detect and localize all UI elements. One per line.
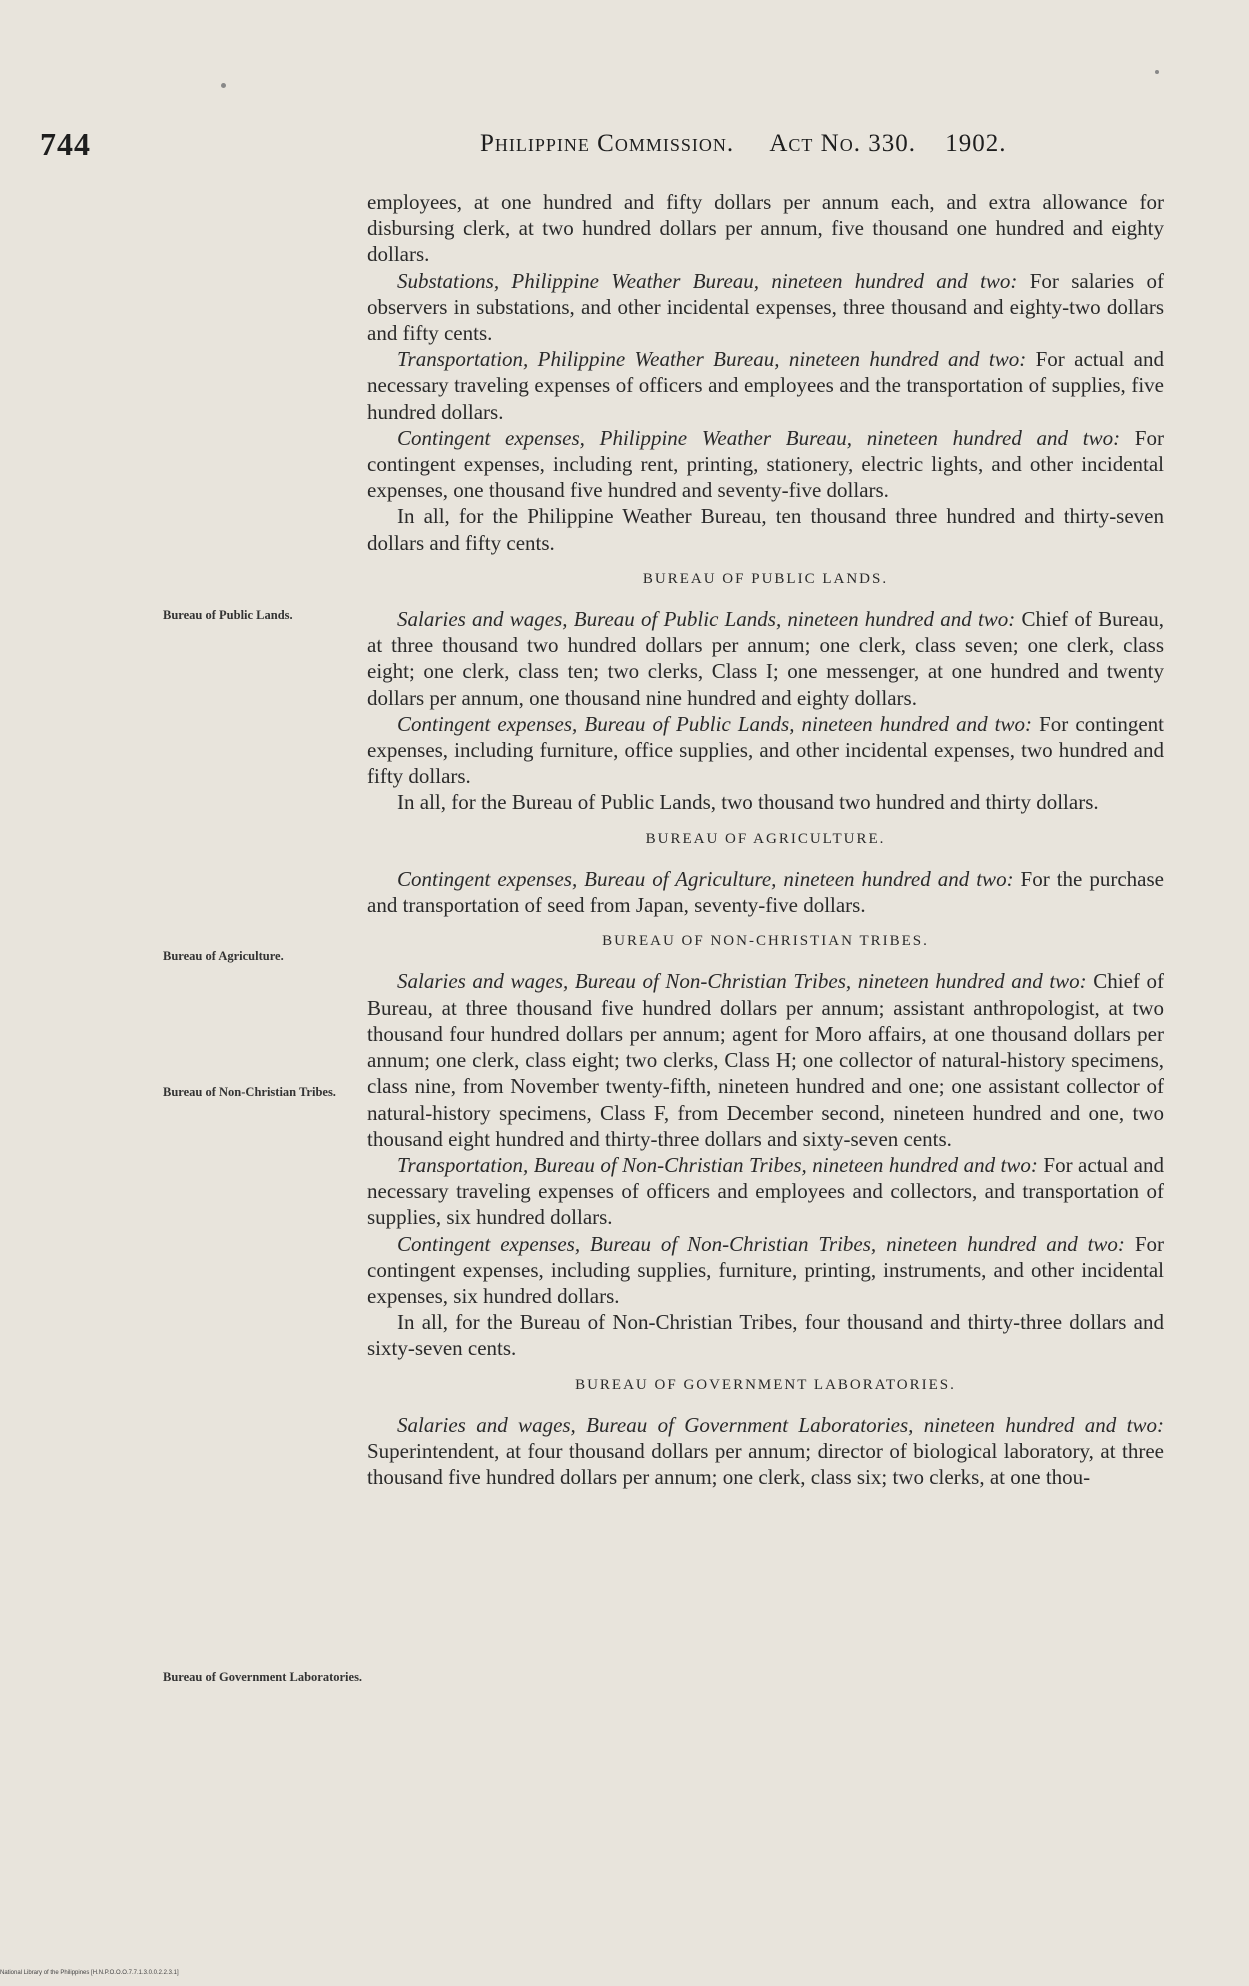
paragraph: In all, for the Bureau of Public Lands, two thousand two hundred and thirty dollars. <box>397 790 1099 815</box>
paragraph-text: For actual and necessary traveling expenses of officers and employees and collectors, and transportation of supplies, six hundred dollars. <box>367 1152 1165 1230</box>
section-heading-non-christian: BUREAU OF NON-CHRISTIAN TRIBES. <box>602 933 929 950</box>
paragraph-text: For contingent expenses, including rent, printing, stationery, electric lights, and other incidental expenses, one thousand five hundred and seventy-five dollars. <box>367 425 1164 503</box>
paragraph-lead: Transportation, Philippine Weather Bureau, nineteen hundred and two: <box>397 347 1027 372</box>
paragraph <box>367 968 1164 1151</box>
margin-note-public-lands: Bureau of Public Lands. <box>163 608 293 622</box>
running-head-act: Act No. 330. <box>769 130 916 157</box>
paragraph-text: Chief of Bureau, at three thousand two hundred dollars per annum; one clerk, class seven; one clerk, class eight; one clerk, class ten; two clerks, Class I; one messenger, at one hundred and twenty dollars per annum, one thousand nine hundred and eighty dollars. <box>367 607 1165 710</box>
scan-speck <box>221 83 226 88</box>
paragraph-lead: Contingent expenses, Bureau of Non-Christian Tribes, nineteen hundred and two: <box>397 1231 1125 1256</box>
paragraph: In all, for the Bureau of Non-Christian Tribes, four thousand and thirty-three dollars and sixty-seven cents. <box>367 1310 1164 1361</box>
paragraph-lead: Salaries and wages, Bureau of Non-Christian Tribes, nineteen hundred and two: <box>397 969 1087 994</box>
paragraph-text: For contingent expenses, including furniture, office supplies, and other incidental expenses, two hundred and fifty dollars. <box>367 711 1164 789</box>
paragraph <box>367 268 1164 347</box>
paragraph: In all, for the Philippine Weather Bureau, ten thousand three hundred and thirty-seven dollars and fifty cents. <box>367 504 1164 555</box>
body-text <box>367 189 1164 1490</box>
paragraph <box>367 1231 1164 1310</box>
section-heading-agriculture: BUREAU OF AGRICULTURE. <box>645 830 886 847</box>
paragraph-lead: Salaries and wages, Bureau of Government Laboratories, nineteen hundred and two: <box>397 1412 1164 1437</box>
paragraph-text: For actual and necessary traveling expenses of officers and employees and the transportation of supplies, five hundred dollars. <box>367 347 1164 424</box>
paragraph-lead: Contingent expenses, Bureau of Public Lands, nineteen hundred and two: <box>397 711 1032 736</box>
paragraph-text: For contingent expenses, including supplies, furniture, printing, instruments, and other incidental expenses, six hundred dollars. <box>367 1231 1164 1308</box>
margin-note-non-christian: Bureau of Non-Christian Tribes. <box>163 1085 336 1099</box>
section-heading-public-lands: BUREAU OF PUBLIC LANDS. <box>642 570 889 587</box>
paragraph <box>367 1152 1164 1231</box>
paragraph-lead: Contingent expenses, Bureau of Agriculture, nineteen hundred and two: <box>397 866 1014 891</box>
running-head <box>480 130 1120 158</box>
paragraph: employees, at one hundred and fifty dollars per annum each, and extra allowance for disbursing clerk, at two hundred dollars per annum, five thousand one hundred and eighty dollars. <box>367 190 1164 267</box>
page-number: 744 <box>40 126 91 162</box>
paragraph-lead: Salaries and wages, Bureau of Public Lands, nineteen hundred and two: <box>397 607 1016 632</box>
paragraph <box>367 1412 1164 1491</box>
paragraph-text: For the purchase and transportation of seed from Japan, seventy-five dollars. <box>367 866 1164 918</box>
paragraph-text: For salaries of observers in substations, and other incidental expenses, three thousand and eighty-two dollars and fifty cents. <box>367 268 1164 346</box>
paragraph <box>367 711 1164 790</box>
margin-note-agriculture: Bureau of Agriculture. <box>163 949 284 963</box>
scan-speck <box>1155 70 1159 74</box>
paragraph <box>367 606 1164 711</box>
paragraph <box>367 866 1164 918</box>
paragraph <box>367 425 1164 504</box>
scan-footer-note: National Library of the Philippines [H.N.P.O.O.O.7.7.1.3.0.0.2.2.3.1] <box>0 1970 179 1976</box>
paragraph-text: Chief of Bureau, at three thousand five hundred dollars per annum; assistant anthropologist, at two thousand four hundred dollars per annum; agent for Moro affairs, at one thousand dollars per annum; one clerk, class eight; two clerks, Class H; one collector of natural-history specimens, class nine, from November twenty-fifth, nineteen hundred and one; one assistant collector of natural-history specimens, Class F, from December second, nineteen hundred and one, two thousand eight hundred and thirty-three dollars and sixty-seven cents. <box>367 969 1164 1151</box>
running-head-title: Philippine Commission. <box>480 130 735 157</box>
paragraph <box>367 346 1164 425</box>
paragraph-lead: Transportation, Bureau of Non-Christian Tribes, nineteen hundred and two: <box>397 1152 1038 1177</box>
margin-note-laboratories: Bureau of Government Laboratories. <box>163 1670 363 1684</box>
paragraph-lead: Contingent expenses, Philippine Weather Bureau, nineteen hundred and two: <box>397 425 1121 450</box>
paragraph-text: Superintendent, at four thousand dollars per annum; director of biological laboratory, at three thousand five hundred dollars per annum; one clerk, class six; two clerks, at one thou- <box>367 1438 1164 1490</box>
section-heading-laboratories: BUREAU OF GOVERNMENT LABORATORIES. <box>575 1376 956 1393</box>
running-head-year: 1902. <box>945 130 1007 157</box>
paragraph-lead: Substations, Philippine Weather Bureau, nineteen hundred and two: <box>397 268 1018 293</box>
